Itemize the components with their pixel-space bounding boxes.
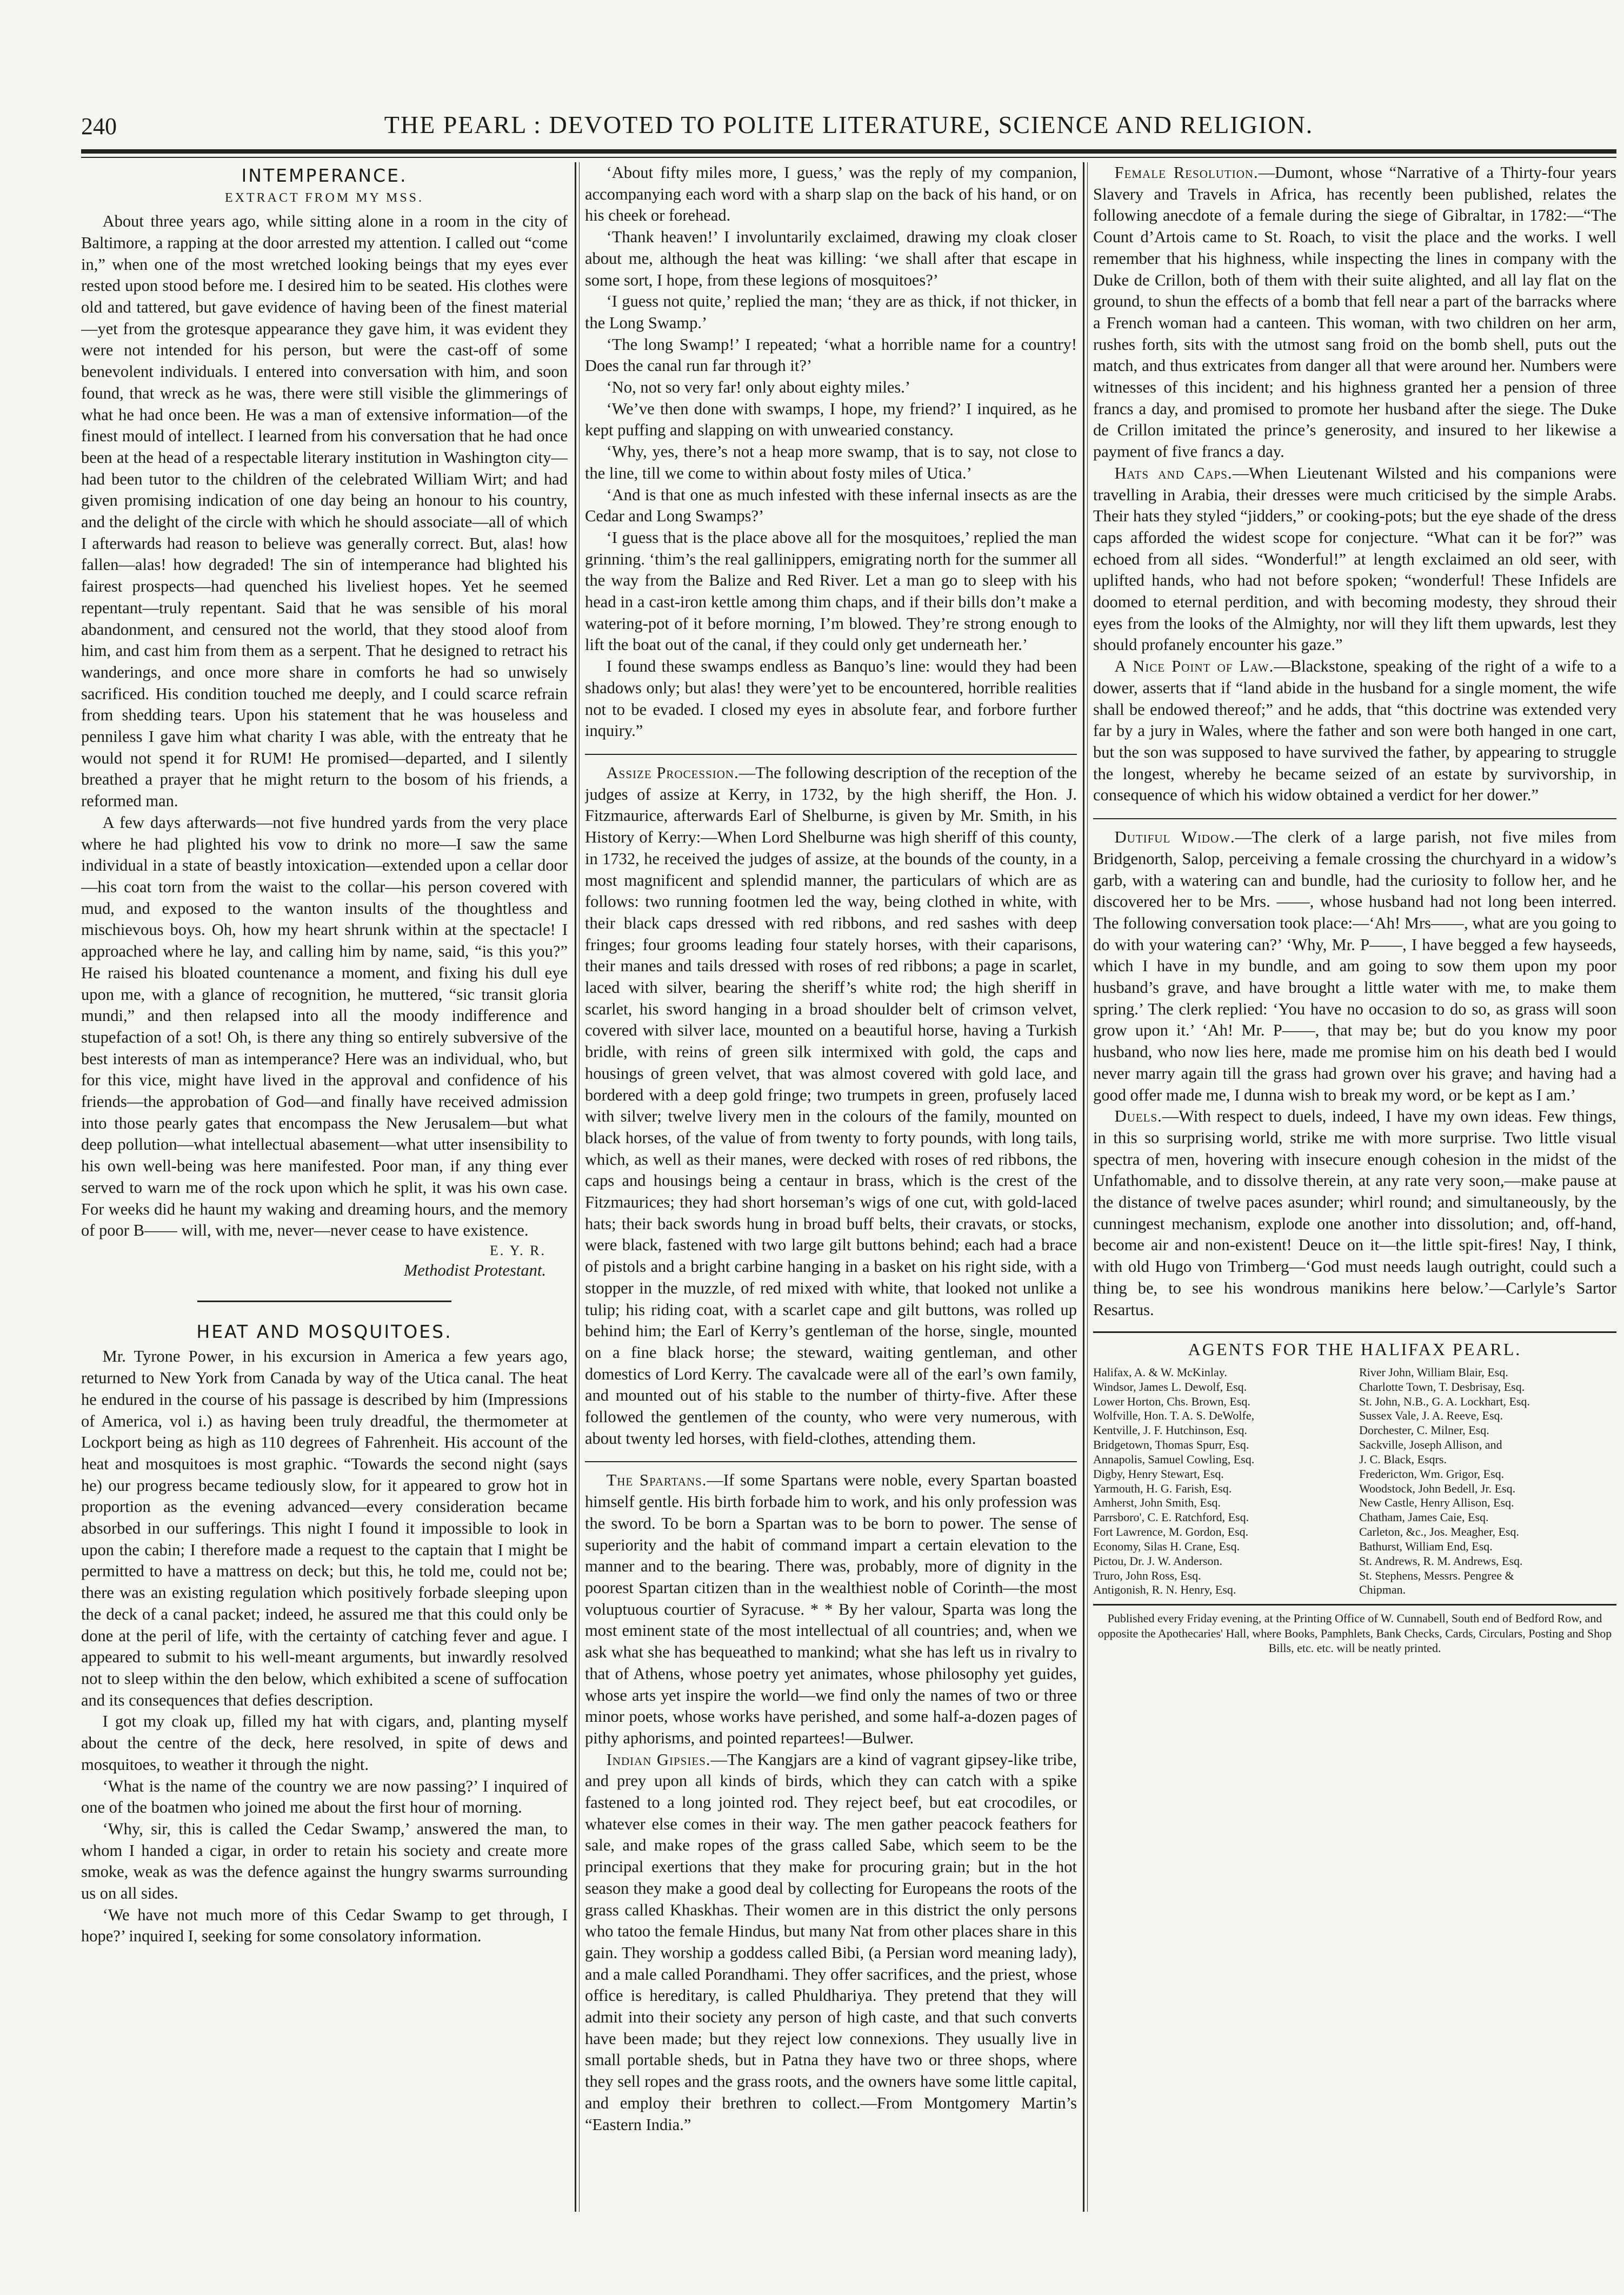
agent-entry: Yarmouth, H. G. Farish, Esq. bbox=[1093, 1481, 1232, 1495]
gipsies-article bbox=[585, 1749, 1077, 2136]
columns bbox=[81, 162, 1616, 2244]
spartans-article bbox=[585, 1470, 1077, 1749]
heat-paragraph: ‘I guess not quite,’ replied the man; ‘they are as thick, if not thicker, in the Long Swamp.’ bbox=[585, 292, 1077, 332]
publisher-notice: Published every Friday evening, at the Printing Office of W. Cunnabell, South end of Bedford Row, and opposite the Apothecaries' Hall, where Books, Pamphlets, Bank Checks, Cards, Circulars, Posting and Shop Bills, etc. etc. will be neatly printed. bbox=[1097, 1611, 1612, 1655]
column-divider bbox=[579, 162, 580, 2212]
heat-paragraph: ‘Why, sir, this is called the Cedar Swamp,’ answered the man, to whom I handed a cigar, in order to retain his society and create more smoke, weak as was the defence against the hungry swarms surrounding us on all sides. bbox=[81, 1819, 568, 1903]
heat-paragraph: ‘The long Swamp!’ I repeated; ‘what a horrible name for a country! Does the canal run far through it?’ bbox=[585, 335, 1077, 375]
newspaper-page bbox=[81, 103, 1616, 2244]
heat-paragraph: ‘We have not much more of this Cedar Swamp to get through, I hope?’ inquired I, seeking for some consolatory information. bbox=[81, 1905, 568, 1946]
agent-entry: Fredericton, Wm. Grigor, Esq. bbox=[1359, 1467, 1505, 1481]
hats-text: —When Lieutenant Wilsted and his companions were travelling in Arabia, their dresses were much criticised by the simple Arabs. Their hats they styled “jidders,” or cooking-pots; but the eye shade of the dress caps afforded the widest scope for conjecture. “What can it be for?” was echoed from all sides. “Wonderful!” at length exclaimed an old seer, with uplifted hands, who had not before spoken; “wonderful! These Infidels are doomed to eternal perdition, and with becoming modesty, they shroud their eyes from the looks of the Almighty, nor will they lift them upwards, lest they should profanely encounter his gaze.” bbox=[1093, 463, 1616, 654]
section-divider bbox=[197, 1301, 451, 1302]
intemperance-source: Methodist Protestant. bbox=[403, 1261, 546, 1279]
widow-heading: Dutiful Widow. bbox=[1114, 828, 1235, 847]
page-number: 240 bbox=[81, 113, 117, 140]
female-text: —Dumont, whose “Narrative of a Thirty-four years Slavery and Travels in Africa, has recently been published, relates the following anecdote of a female during the siege of Gibraltar, in 1782:—“The Count d’Artois came to St. Roach, to visit the place and the works. I well remember that his highness, while inspecting the lines in company with the Duke de Crillon, both of them with their suite alighted, and all lay flat on the ground, to shun the effects of a bomb that fell near a part of the barracks where a French woman had a canteen. This woman, with two children on her arm, rushes forth, sits with the utmost sang froid on the bomb shell, puts out the match, and thus extricates from danger all that were around her. Numbers were witnesses of this incident; and his highness granted her a pension of three francs a day, and promised to promote her husband after the siege. The Duke de Crillon imitated the prince’s generosity, and insured to her likewise a payment of five francs a day. bbox=[1093, 163, 1616, 461]
heat-paragraph: ‘I guess that is the place above all for the mosquitoes,’ replied the man grinning. ‘thim’s the real gallinippers, emigrating north for the summer all the way from the Balize and Red River. Let a man go to sleep with his head in a cast-iron kettle among thim chaps, and if their bills don’t make a watering-pot of it before morning, I’m blowed. They’re strong enough to lift the boat out of the canal, if they could only get underneath her.’ bbox=[585, 528, 1077, 654]
agents-list bbox=[1093, 1365, 1616, 1597]
agent-entry: St. John, N.B., G. A. Lockhart, Esq. bbox=[1359, 1394, 1530, 1408]
agent-entry: New Castle, Henry Allison, Esq. bbox=[1359, 1496, 1514, 1510]
agent-entry: Annapolis, Samuel Cowling, Esq. bbox=[1093, 1452, 1255, 1466]
intemperance-signature: E. Y. R. bbox=[489, 1242, 546, 1258]
heat-paragraph: I got my cloak up, filled my hat with cigars, and, planting myself about the centre of the deck, here resolved, in spite of dews and mosquitoes, to weather it through the night. bbox=[81, 1712, 568, 1774]
agent-entry: Pictou, Dr. J. W. Anderson. bbox=[1093, 1554, 1222, 1568]
agent-entry: Halifax, A. & W. McKinlay. bbox=[1093, 1365, 1227, 1379]
column-1 bbox=[81, 162, 568, 2244]
agent-entry: Lower Horton, Chs. Brown, Esq. bbox=[1093, 1394, 1250, 1408]
law-heading: A Nice Point of Law. bbox=[1114, 657, 1274, 676]
page-header bbox=[81, 103, 1616, 151]
spartans-heading: The Spartans. bbox=[606, 1471, 707, 1490]
agent-entry: Wolfville, Hon. T. A. S. DeWolfe, bbox=[1093, 1409, 1255, 1423]
column-2 bbox=[585, 162, 1077, 2244]
heat-paragraph: ‘No, not so very far! only about eighty miles.’ bbox=[606, 378, 911, 397]
law-text: —Blackstone, speaking of the right of a wife to a dower, asserts that if “land abide in the husband for a single moment, the wife shall be endowed thereof;” and he adds, that “this doctrine was extended very far by a jury in Wales, where the father and son were both hanged in one cart, but the son was supposed to have survived the father, by appearing to struggle the longest, whereby he became seized of an estate by survivorship, in consequence of which his widow obtained a verdict for her dower.” bbox=[1093, 657, 1616, 805]
hats-article bbox=[1093, 463, 1616, 656]
heat-title: HEAT AND MOSQUITOES. bbox=[196, 1321, 452, 1343]
agent-entry: St. Andrews, R. M. Andrews, Esq. bbox=[1359, 1554, 1523, 1568]
female-heading: Female Resolution. bbox=[1114, 163, 1259, 182]
heat-paragraph: ‘And is that one as much infested with these infernal insects as are the Cedar and Long Swamps?’ bbox=[585, 485, 1077, 526]
intemperance-paragraph: About three years ago, while sitting alone in a room in the city of Baltimore, a rapping at the door arrested my attention. I called out “come in,” when one of the most wretched looking beings that my eyes ever rested upon stood before me. I desired him to be seated. His clothes were old and tattered, but gave evidence of having been of the finest material—yet from the grotesque appearance they gave him, it was evident they were not intended for his person, but were the cast-off of some benevolent individuals. I entered into conversation with him, and soon found, that wreck as he was, there were still visible the glimmerings of what he had once been. He was a man of extensive information—of the finest mould of intellect. I learned from his conversation that he had once been at the head of a respectable literary institution in Washington city—had been tutor to the children of the celebrated William Wirt; and had given promising indication of one day being an honour to his country, and the delight of the circle with which he should associate—all of which I afterwards had reason to believe was generally correct. But, alas! how fallen—alas! how degraded! The sin of intemperance had blighted his fairest prospects—had quenched his liveliest hopes. Yet he seemed repentant—truly repentant. Said that he was sensible of his moral abandonment, and censured not the world, that they stood aloof from him, and cast him from them as a serpent. That he designed to retract his wanderings, and once more share in comforts he had so unwisely sacrificed. His condition touched me deeply, and I could scarce refrain from shedding tears. Upon his statement that he was houseless and penniless I gave him what charity I was able, with the entreaty that he would not spend it for RUM! He promised—departed, and I silently breathed a prayer that he might return to the bosom of his friends, a reformed man. bbox=[81, 212, 568, 811]
intemperance-subtitle: EXTRACT FROM MY MSS. bbox=[224, 190, 424, 205]
duels-heading: Duels. bbox=[1114, 1107, 1162, 1126]
agent-entry: Parrsboro', C. E. Ratchford, Esq. bbox=[1093, 1510, 1249, 1524]
agents-right-column bbox=[1359, 1365, 1616, 1597]
agent-entry: Sackville, Joseph Allison, and bbox=[1359, 1438, 1502, 1452]
header-rule bbox=[81, 149, 1616, 154]
gipsies-text: —The Kangjars are a kind of vagrant gipsey-like tribe, and prey upon all kinds of birds, which they can catch with a spike fastened to a long jointed rod. They reject beef, but eat crocodiles, or whatever else comes in their way. The men gather peacock feathers for sale, and make ropes of the grass called Sabe, which seem to be the principal exertions that they make for procuring grain; but in the hot season they make a good deal by collecting for Europeans the roots of the grass called Khaskhas. Their women are in this district the only persons who tatoo the female Hindus, but many Nat from other places share in this gain. They worship a goddess called Bibi, (a Persian word meaning lady), and a male called Porandhami. They offer sacrifices, and the priest, whose office is hereditary, is called Phuldhariya. They pretend that they will admit into their society any person of high caste, and that such converts have been made; but they reject low connexions. They usually live in small portable sheds, but in Patna they have two or three shops, where they sell ropes and the grass roots, and the owners have some little capital, and employ their brethren to collect.—From Montgomery Martin’s “Eastern India.” bbox=[585, 1750, 1077, 2134]
hats-heading: Hats and Caps. bbox=[1114, 463, 1233, 482]
agents-box bbox=[1093, 1331, 1616, 1606]
duels-article bbox=[1093, 1106, 1616, 1321]
assize-text: —The following description of the reception of the judges of assize at Kerry, in 1732, by the high sheriff, the Hon. J. Fitzmaurice, afterwards Earl of Shelburne, is given by Mr. Smith, in his History of Kerry:—When Lord Shelburne was high sheriff of this county, in 1732, he received the judges of assize, at the bounds of the county, in a most magnificent and splendid manner, the particulars of which are as follows: two running footmen led the way, being clothed in white, with their black caps dressed with red ribbons, and red sashes with deep fringes; four grooms leading four stately horses, with their caparisons, their manes and tails dressed with roses of red ribbons; a page in scarlet, laced with silver, bearing the sheriff’s white rod; the high sheriff in scarlet, his sword hanging in a broad shoulder belt of crimson velvet, covered with silver lace, mounted on a beautiful horse, having a Turkish bridle, with reins of green silk intermixed with gold, the caps and housings of green velvet, that was almost covered with gold lace, and bordered with a deep gold fringe; two trumpets in green, profusely laced with silver; twelve livery men in the colours of the family, mounted on black horses, of the value of from twenty to forty pounds, with long tails, which, as well as their manes, were decked with roses of red ribbons, the caps and housings being a centaur in brass, which is the crest of the Fitzmaurices; they had short horseman’s wigs of one cut, with gold-laced hats; their back swords hung in broad buff belts, their cravats, or stocks, were black, fastened with two large gilt buttons behind; each had a brace of pistols and a bright carbine hanging in a basket on his right side, with a stopper in the muzzle, of red mixed with white, that looked not unlike a tulip; his riding coat, with a scarlet cape and gilt buttons, was rolled up behind him; the Earl of Kerry’s gentleman of the horse, single, mounted on a fine black horse; the steward, waiting gentleman, and other domestics of Lord Kerry. The cavalcade were all of the earl’s own family, and mounted out of his stable to the number of thirty-five. After these followed the gentlemen of the county, who were very numerous, with about twenty led horses, with field-clothes, attending them. bbox=[585, 763, 1077, 1448]
intemperance-title: INTEMPERANCE. bbox=[241, 165, 408, 186]
agent-entry: Fort Lawrence, M. Gordon, Esq. bbox=[1093, 1525, 1249, 1539]
intemperance-paragraph: A few days afterwards—not five hundred yards from the very place where he had plighted his vow to drink no more—I saw the same individual in a state of beastly intoxication—extended upon a cellar door—his coat torn from the waist to the collar—his person covered with mud, and exposed to the wanton insults of the thoughtless and mischievous boys. Oh, how my heart shrunk within at the spectacle! I approached where he lay, and calling him by name, said, “is this you?” He raised his bloated countenance a moment, and fixing his dull eye upon me, with a glance of recognition, he muttered, “sic transit gloria mundi,” and then relapsed into all the moody indifference and stupefaction of a sot! Oh, is there any thing so entirely subversive of the best interests of man as intemperance? Here was an individual, who, but for this vice, might have lived in the approval and confidence of his friends—the approbation of God—and finally have received admission into those pearly gates that encompass the New Jerusalem—but what deep pollution—what intellectual abasement—what utter insensibility to his own well-being was here manifested. Poor man, if any thing ever served to warn me of the rock upon which he split, it was his own case. For weeks did he haunt my waking and dreaming hours, and the memory of poor B—— will, with me, never—never cease to have existence. bbox=[81, 813, 568, 1240]
section-divider bbox=[1093, 818, 1616, 819]
heat-paragraph: ‘About fifty miles more, I guess,’ was the reply of my companion, accompanying each word with a sharp slap on the back of his hand, or on his cheek or forehead. bbox=[585, 163, 1077, 225]
heat-paragraph: I found these swamps endless as Banquo’s line: would they had been shadows only; but alas! they were’yet to be encountered, horrible realities not to be evaded. I closed my eyes in absolute fear, and forbore further inquiry.” bbox=[585, 657, 1077, 740]
heat-paragraph: Mr. Tyrone Power, in his excursion in America a few years ago, returned to New York from Canada by way of the Utica canal. The heat he endured in the course of his passage is described by him (Impressions of America, vol i.) as having been truly dreadful, the thermometer at Lockport being as high as 110 degrees of Fahrenheit. His account of the heat and mosquitoes is most graphic. “Towards the second night (says he) our progress became tediously slow, for it appeared to grow hot in proportion as the evening advanced—every consideration became absorbed in our sufferings. This night I found it impossible to look in upon the cabin; I therefore made a request to the captain that I might be permitted to have a mattress on deck; but this, he told me, could not be; there was an existing regulation which positively forbade sleeping upon the deck of a canal packet; indeed, he assured me that this could only be done at the peril of life, with the certainty of catching fever and ague. I appeared to submit to his well-meant arguments, but inwardly resolved not to sleep within the den below, which exhibited a scene of suffocation and its consequences that defies description. bbox=[81, 1347, 568, 1709]
agents-left-column bbox=[1093, 1365, 1350, 1597]
female-article bbox=[1093, 162, 1616, 463]
column-divider bbox=[1087, 162, 1088, 2212]
agent-entry: Antigonish, R. N. Henry, Esq. bbox=[1093, 1583, 1236, 1597]
spartans-text: —If some Spartans were noble, every Spartan boasted himself gentle. His birth forbade him to work, and his only profession was the sword. To be born a Spartan was to be born to power. The sense of superiority and the habit of command impart a certain elevation to the manner and to the bearing. There was, probably, more of dignity in the poorest Spartan citizen than in the wealthiest noble of Corinth—the most voluptuous courtier of Syracuse. * * By her valour, Sparta was long the most eminent state of the most intellectual of all countries; and, when we ask what she has bequeathed to mankind; what she has left us in rivalry to that of Athens, whose poetry yet animates, whose philosophy yet guides, whose arts yet inspire the world—we find only the names of two or three minor poets, whose works have perished, and some half-a-dozen pages of pithy aphorisms, and pointed repartees!—Bulwer. bbox=[585, 1471, 1077, 1747]
widow-text: —The clerk of a large parish, not five miles from Bridgenorth, Salop, perceiving a female crossing the churchyard in a widow’s garb, with a watering can and bundle, had the curiosity to follow her, and he discovered her to be Mrs. ——, whose husband had not long been interred. The following conversation took place:—‘Ah! Mrs——, what are you going to do with your watering can?’ ‘Why, Mr. P——, I have begged a few hayseeds, which I have in my bundle, and am going to sow them upon my poor husband’s grave, and have brought a little water with me, to make them spring.’ The clerk replied: ‘You have no occasion to do so, as grass will soon grow upon it.’ ‘Ah! Mr. P——, that may be; but do you know my poor husband, who now lies here, made me promise him on his death bed I would never marry again till the grass had grown over his grave; and having had a good offer made me, I dunna wish to break my word, or be kept as I am.’ bbox=[1093, 828, 1616, 1104]
agent-entry: Amherst, John Smith, Esq. bbox=[1093, 1496, 1221, 1510]
agents-title: AGENTS FOR THE HALIFAX PEARL. bbox=[1188, 1339, 1522, 1359]
assize-article bbox=[585, 762, 1077, 1450]
agent-entry: J. C. Black, Esqrs. bbox=[1359, 1452, 1447, 1466]
column-3 bbox=[1093, 162, 1616, 2244]
agent-entry: River John, William Blair, Esq. bbox=[1359, 1365, 1508, 1379]
agent-entry: Economy, Silas H. Crane, Esq. bbox=[1093, 1539, 1240, 1553]
agent-entry: Digby, Henry Stewart, Esq. bbox=[1093, 1467, 1224, 1481]
heat-paragraph: ‘Why, yes, there’s not a heap more swamp, that is to say, not close to the line, till we come to within about fosty miles of Utica.’ bbox=[585, 442, 1077, 482]
agent-entry: Kentville, J. F. Hutchinson, Esq. bbox=[1093, 1423, 1247, 1437]
widow-article bbox=[1093, 827, 1616, 1106]
law-article bbox=[1093, 656, 1616, 806]
agent-entry: Truro, John Ross, Esq. bbox=[1093, 1568, 1201, 1582]
agent-entry: Windsor, James L. Dewolf, Esq. bbox=[1093, 1379, 1247, 1394]
agent-entry: Carleton, &c., Jos. Meagher, Esq. bbox=[1359, 1525, 1520, 1539]
duels-text: —With respect to duels, indeed, I have my own ideas. Few things, in this so surprising world, strike me with more surprise. Two little visual spectra of men, hovering with insecure enough cohesion in the midst of the Unfathomable, and to dissolve therein, at any rate very soon,—make pause at the distance of twelve paces asunder; whirl round; and simultaneously, by the cunningest mechanism, explode one another into dissolution; and, off-hand, become air and non-existent! Deuce on it—the little spit-fires! Nay, I think, with old Hugo von Trimberg—‘God must needs laugh outright, could such a thing be, to see his wondrous manikins here below.’—Carlyle’s Sartor Resartus. bbox=[1093, 1107, 1616, 1319]
agent-entry: Charlotte Town, T. Desbrisay, Esq. bbox=[1359, 1379, 1525, 1394]
heat-paragraph: ‘What is the name of the country we are now passing?’ I inquired of one of the boatmen who joined me about the first hour of morning. bbox=[81, 1776, 568, 1817]
heat-paragraph: ‘We’ve then done with swamps, I hope, my friend?’ I inquired, as he kept puffing and slapping on with unwearied constancy. bbox=[585, 399, 1077, 440]
agent-entry: Sussex Vale, J. A. Reeve, Esq. bbox=[1359, 1409, 1503, 1423]
agent-entry: Bridgetown, Thomas Spurr, Esq. bbox=[1093, 1438, 1249, 1452]
agent-entry: Chatham, James Caie, Esq. bbox=[1359, 1510, 1489, 1524]
masthead: THE PEARL : DEVOTED TO POLITE LITERATURE, SCIENCE AND RELIGION. bbox=[384, 111, 1314, 138]
assize-heading: Assize Procession. bbox=[606, 763, 739, 782]
section-divider bbox=[585, 1461, 1077, 1462]
agent-entry: Bathurst, William End, Esq. bbox=[1359, 1539, 1493, 1553]
heat-paragraph: ‘Thank heaven!’ I involuntarily exclaimed, drawing my cloak closer about me, although the heat was killing: ‘we shall after that escape in some sort, I hope, from these legions of mosquitoes?’ bbox=[585, 228, 1077, 289]
column-divider bbox=[575, 162, 576, 2212]
agent-entry: Dorchester, C. Milner, Esq. bbox=[1359, 1423, 1489, 1437]
header-rule-thin bbox=[81, 157, 1616, 158]
agent-entry: St. Stephens, Messrs. Pengree & bbox=[1359, 1568, 1514, 1582]
column-divider bbox=[1083, 162, 1084, 2212]
agent-entry: Woodstock, John Bedell, Jr. Esq. bbox=[1359, 1481, 1516, 1495]
section-divider bbox=[585, 754, 1077, 755]
agent-entry: Chipman. bbox=[1359, 1583, 1406, 1597]
gipsies-heading: Indian Gipsies. bbox=[606, 1750, 711, 1769]
